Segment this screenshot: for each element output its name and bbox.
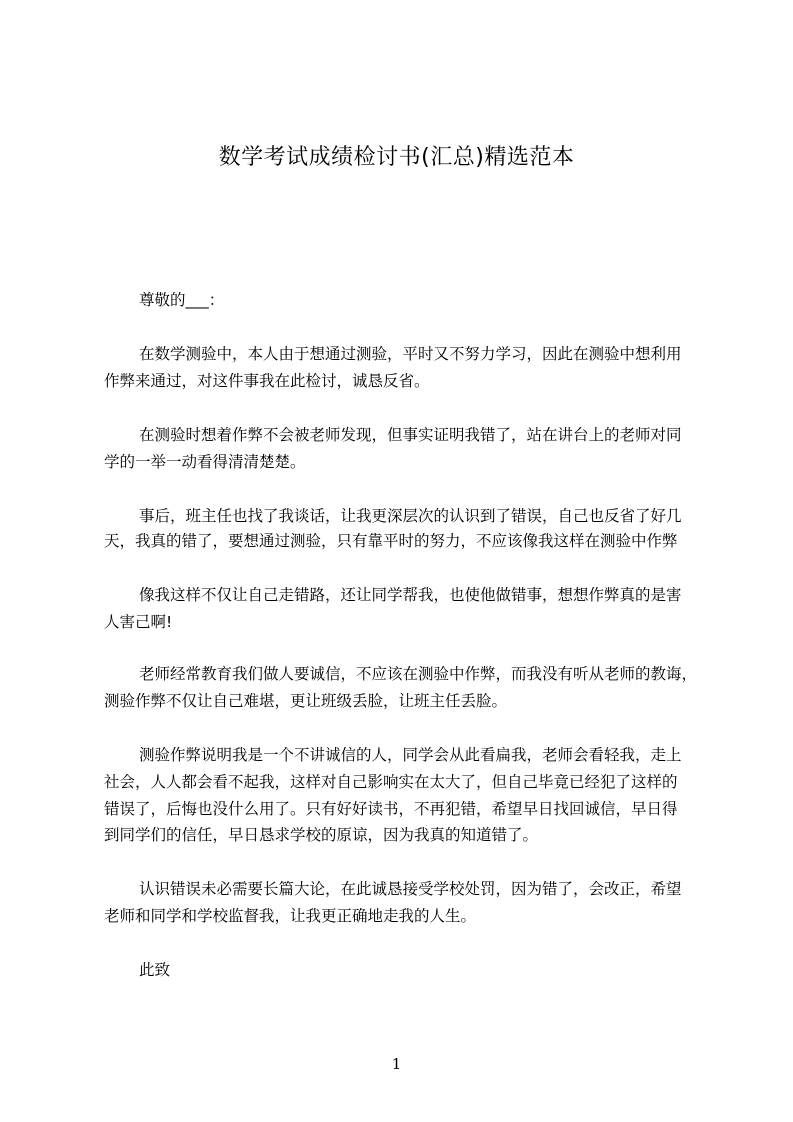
paragraph-6-line-1: 测验作弊说明我是一个不讲诚信的人，同学会从此看扁我，老师会看轻我，走上	[139, 746, 682, 764]
paragraph-3-line-1: 事后，班主任也找了我谈话，让我更深层次的认识到了错误，自己也反省了好几	[139, 507, 682, 525]
closing: 此致	[139, 961, 171, 979]
paragraph-1-line-2: 作弊来通过，对这件事我在此检讨，诚恳反省。	[104, 372, 430, 390]
paragraph-6-line-2: 社会，人人都会看不起我，这样对自己影响实在太大了，但自己毕竟已经犯了这样的	[104, 773, 678, 791]
paragraph-6-line-4: 到同学们的信任，早日恳求学校的原谅，因为我真的知道错了。	[104, 826, 539, 844]
paragraph-6-line-3: 错误了，后悔也没什么用了。只有好好读书，不再犯错，希望早日找回诚信，早日得	[104, 800, 678, 818]
paragraph-2-line-1: 在测验时想着作弊不会被老师发现，但事实证明我错了，站在讲台上的老师对同	[139, 426, 682, 444]
paragraph-1-line-1: 在数学测验中，本人由于想通过测验，平时又不努力学习，因此在测验中想利用	[139, 345, 682, 363]
paragraph-5-line-1: 老师经常教育我们做人要诚信，不应该在测验中作弊，而我没有听从老师的教诲，	[139, 665, 698, 683]
paragraph-3-line-2: 天，我真的错了，要想通过测验，只有靠平时的努力，不应该像我这样在测验中作弊	[104, 532, 678, 550]
paragraph-7-line-1: 认识错误未必需要长篇大论，在此诚恳接受学校处罚，因为错了，会改正，希望	[139, 880, 682, 898]
paragraph-5-line-2: 测验作弊不仅让自己难堪，更让班级丢脸，让班主任丢脸。	[104, 692, 508, 710]
page-number: 1	[391, 1055, 402, 1073]
paragraph-4-line-1: 像我这样不仅让自己走错路，还让同学帮我，也使他做错事，想想作弊真的是害	[139, 586, 682, 604]
paragraph-4-line-2: 人害己啊!	[104, 613, 173, 631]
paragraph-2-line-2: 学的一举一动看得清清楚楚。	[104, 453, 306, 471]
document-title: 数学考试成绩检讨书(汇总)精选范本	[218, 145, 575, 170]
salutation: 尊敬的___：	[139, 291, 225, 309]
paragraph-7-line-2: 老师和同学和学校监督我，让我更正确地走我的人生。	[104, 907, 477, 925]
